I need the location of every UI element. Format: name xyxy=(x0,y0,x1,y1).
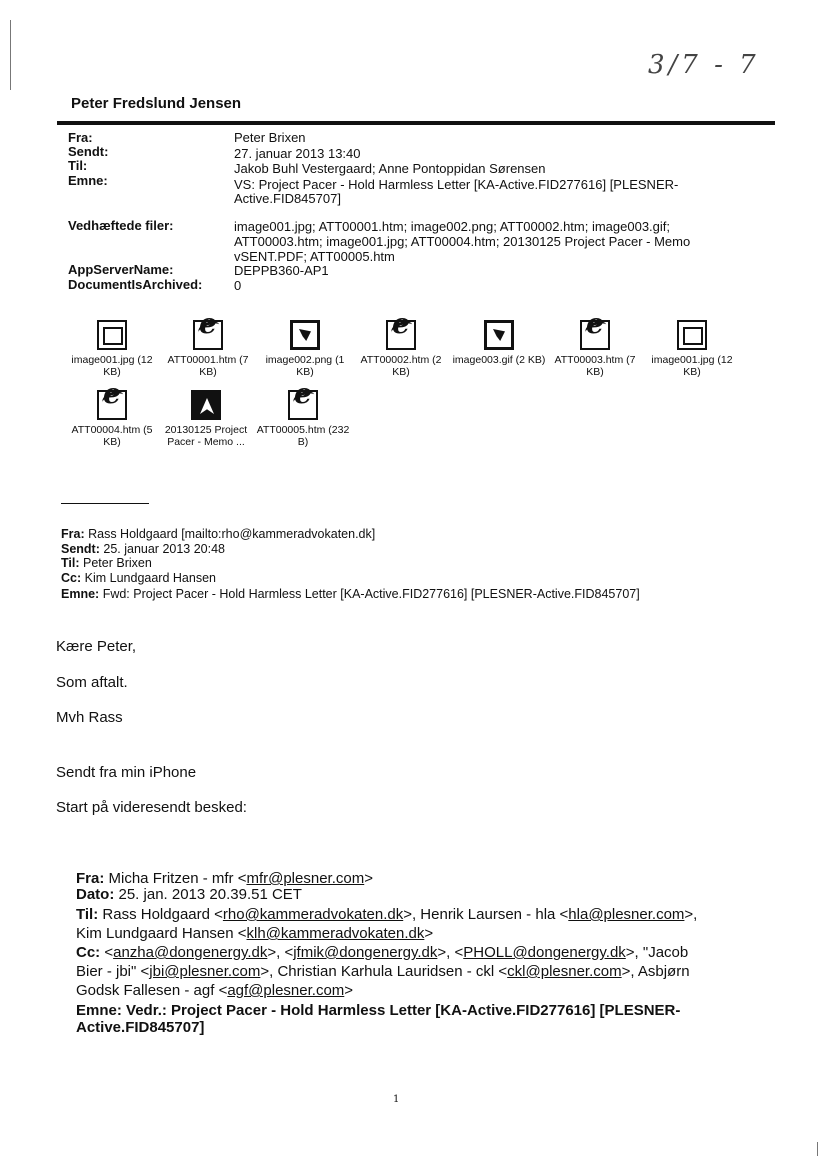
scan-edge-mark xyxy=(817,1142,818,1156)
subject-label: Emne: xyxy=(68,173,108,188)
ie-file-icon xyxy=(288,390,318,420)
original-cc-line1: Cc: <anzha@dongenergy.dk>, <jfmik@dongenergy.dk>, <PHOLL@dongenergy.dk>, "Jacob xyxy=(76,944,689,961)
ie-file-icon xyxy=(97,390,127,420)
attachments-line1: image001.jpg; ATT00001.htm; image002.png; ATT00002.htm; image003.gif; xyxy=(234,219,671,234)
sent-label: Sendt: xyxy=(68,144,109,159)
image-file-icon xyxy=(290,320,320,350)
archived-value: 0 xyxy=(234,278,242,293)
separator-line xyxy=(61,503,149,504)
original-to-line2: Kim Lundgaard Hansen <klh@kammeradvokaten.dk> xyxy=(76,925,434,942)
email-link[interactable]: jbi@plesner.com xyxy=(149,963,261,980)
attachment-item[interactable]: e ATT00005.htm (232 B) xyxy=(253,390,353,448)
image-file-icon xyxy=(484,320,514,350)
email-link[interactable]: klh@kammeradvokaten.dk xyxy=(246,925,425,942)
signoff: Mvh Rass xyxy=(56,709,123,726)
attachments-label: Vedhæftede filer: xyxy=(68,218,174,233)
email-link[interactable]: mfr@plesner.com xyxy=(246,870,365,887)
original-date: Dato: 25. jan. 2013 20.39.51 CET xyxy=(76,886,302,903)
sent-value: 27. januar 2013 13:40 xyxy=(234,146,361,161)
attachment-item[interactable]: image003.gif (2 KB) xyxy=(449,320,549,366)
forwarded-intro: Start på videresendt besked: xyxy=(56,799,247,816)
attachment-item[interactable]: image001.jpg (12 KB) xyxy=(62,320,162,378)
attachment-item[interactable]: e ATT00001.htm (7 KB) xyxy=(158,320,258,378)
original-cc-line2: Bier - jbi" <jbi@plesner.com>, Christian Karhula Lauridsen - ckl <ckl@plesner.com>, Asbjørn xyxy=(76,963,690,980)
mailbox-owner: Peter Fredslund Jensen xyxy=(71,95,242,112)
header-rule xyxy=(57,121,775,125)
archived-label: DocumentIsArchived: xyxy=(68,277,203,292)
subject-value-line2: Active.FID845707] xyxy=(234,191,341,206)
attachments-line2: ATT00003.htm; image001.jpg; ATT00004.htm; 20130125 Project Pacer - Memo xyxy=(234,234,691,249)
attachment-item[interactable]: e ATT00002.htm (2 KB) xyxy=(351,320,451,378)
ie-file-icon xyxy=(580,320,610,350)
attachments-line3: vSENT.PDF; ATT00005.htm xyxy=(234,249,395,264)
to-label: Til: xyxy=(68,158,88,173)
email-link[interactable]: jfmik@dongenergy.dk xyxy=(293,944,438,961)
appserver-label: AppServerName: xyxy=(68,262,174,277)
forward-subject: Emne: Fwd: Project Pacer - Hold Harmless Letter [KA-Active.FID277616] [PLESNER-Active.FID845707] xyxy=(61,587,640,601)
page-number: 1 xyxy=(393,1094,400,1105)
appserver-value: DEPPB360-AP1 xyxy=(234,263,329,278)
sent-from-iphone: Sendt fra min iPhone xyxy=(56,764,197,781)
email-link[interactable]: PHOLL@dongenergy.dk xyxy=(463,944,626,961)
body-line: Som aftalt. xyxy=(56,674,128,691)
subject-value-line1: VS: Project Pacer - Hold Harmless Letter [KA-Active.FID277616] [PLESNER- xyxy=(234,177,679,192)
attachment-item[interactable]: e ATT00003.htm (7 KB) xyxy=(545,320,645,378)
from-label: Fra: xyxy=(68,130,93,145)
forward-from: Fra: Rass Holdgaard [mailto:rho@kammeradvokaten.dk] xyxy=(61,527,376,541)
original-from: Fra: Micha Fritzen - mfr <mfr@plesner.com> xyxy=(76,870,373,887)
ie-file-icon xyxy=(386,320,416,350)
attachment-item[interactable]: e ATT00004.htm (5 KB) xyxy=(62,390,162,448)
original-subject-line1: Emne: Vedr.: Project Pacer - Hold Harmless Letter [KA-Active.FID277616] [PLESNER- xyxy=(76,1002,681,1019)
greeting: Kære Peter, xyxy=(56,638,137,655)
from-value: Peter Brixen xyxy=(234,130,306,145)
email-link[interactable]: hla@plesner.com xyxy=(568,906,685,923)
attachment-item[interactable]: image001.jpg (12 KB) xyxy=(642,320,742,378)
original-cc-line3: Godsk Fallesen - agf <agf@plesner.com> xyxy=(76,982,354,999)
jpg-file-icon xyxy=(97,320,127,350)
email-link[interactable]: agf@plesner.com xyxy=(227,982,345,999)
attachment-item[interactable]: image002.png (1 KB) xyxy=(255,320,355,378)
ie-file-icon xyxy=(193,320,223,350)
pdf-file-icon xyxy=(191,390,221,420)
email-link[interactable]: anzha@dongenergy.dk xyxy=(113,944,268,961)
email-link[interactable]: ckl@plesner.com xyxy=(507,963,622,980)
to-value: Jakob Buhl Vestergaard; Anne Pontoppidan Sørensen xyxy=(234,161,546,176)
forward-cc: Cc: Kim Lundgaard Hansen xyxy=(61,571,216,585)
forward-sent: Sendt: 25. januar 2013 20:48 xyxy=(61,542,226,556)
original-subject-line2: Active.FID845707] xyxy=(76,1019,205,1036)
handwritten-note: 3/7 - 7 xyxy=(648,50,760,80)
original-to-line1: Til: Rass Holdgaard <rho@kammeradvokaten.dk>, Henrik Laursen - hla <hla@plesner.com>, xyxy=(76,906,698,923)
attachment-item[interactable]: 20130125 Project Pacer - Memo ... xyxy=(156,390,256,448)
scan-edge-mark xyxy=(10,20,11,90)
email-link[interactable]: rho@kammeradvokaten.dk xyxy=(222,906,404,923)
forward-to: Til: Peter Brixen xyxy=(61,556,152,570)
jpg-file-icon xyxy=(677,320,707,350)
